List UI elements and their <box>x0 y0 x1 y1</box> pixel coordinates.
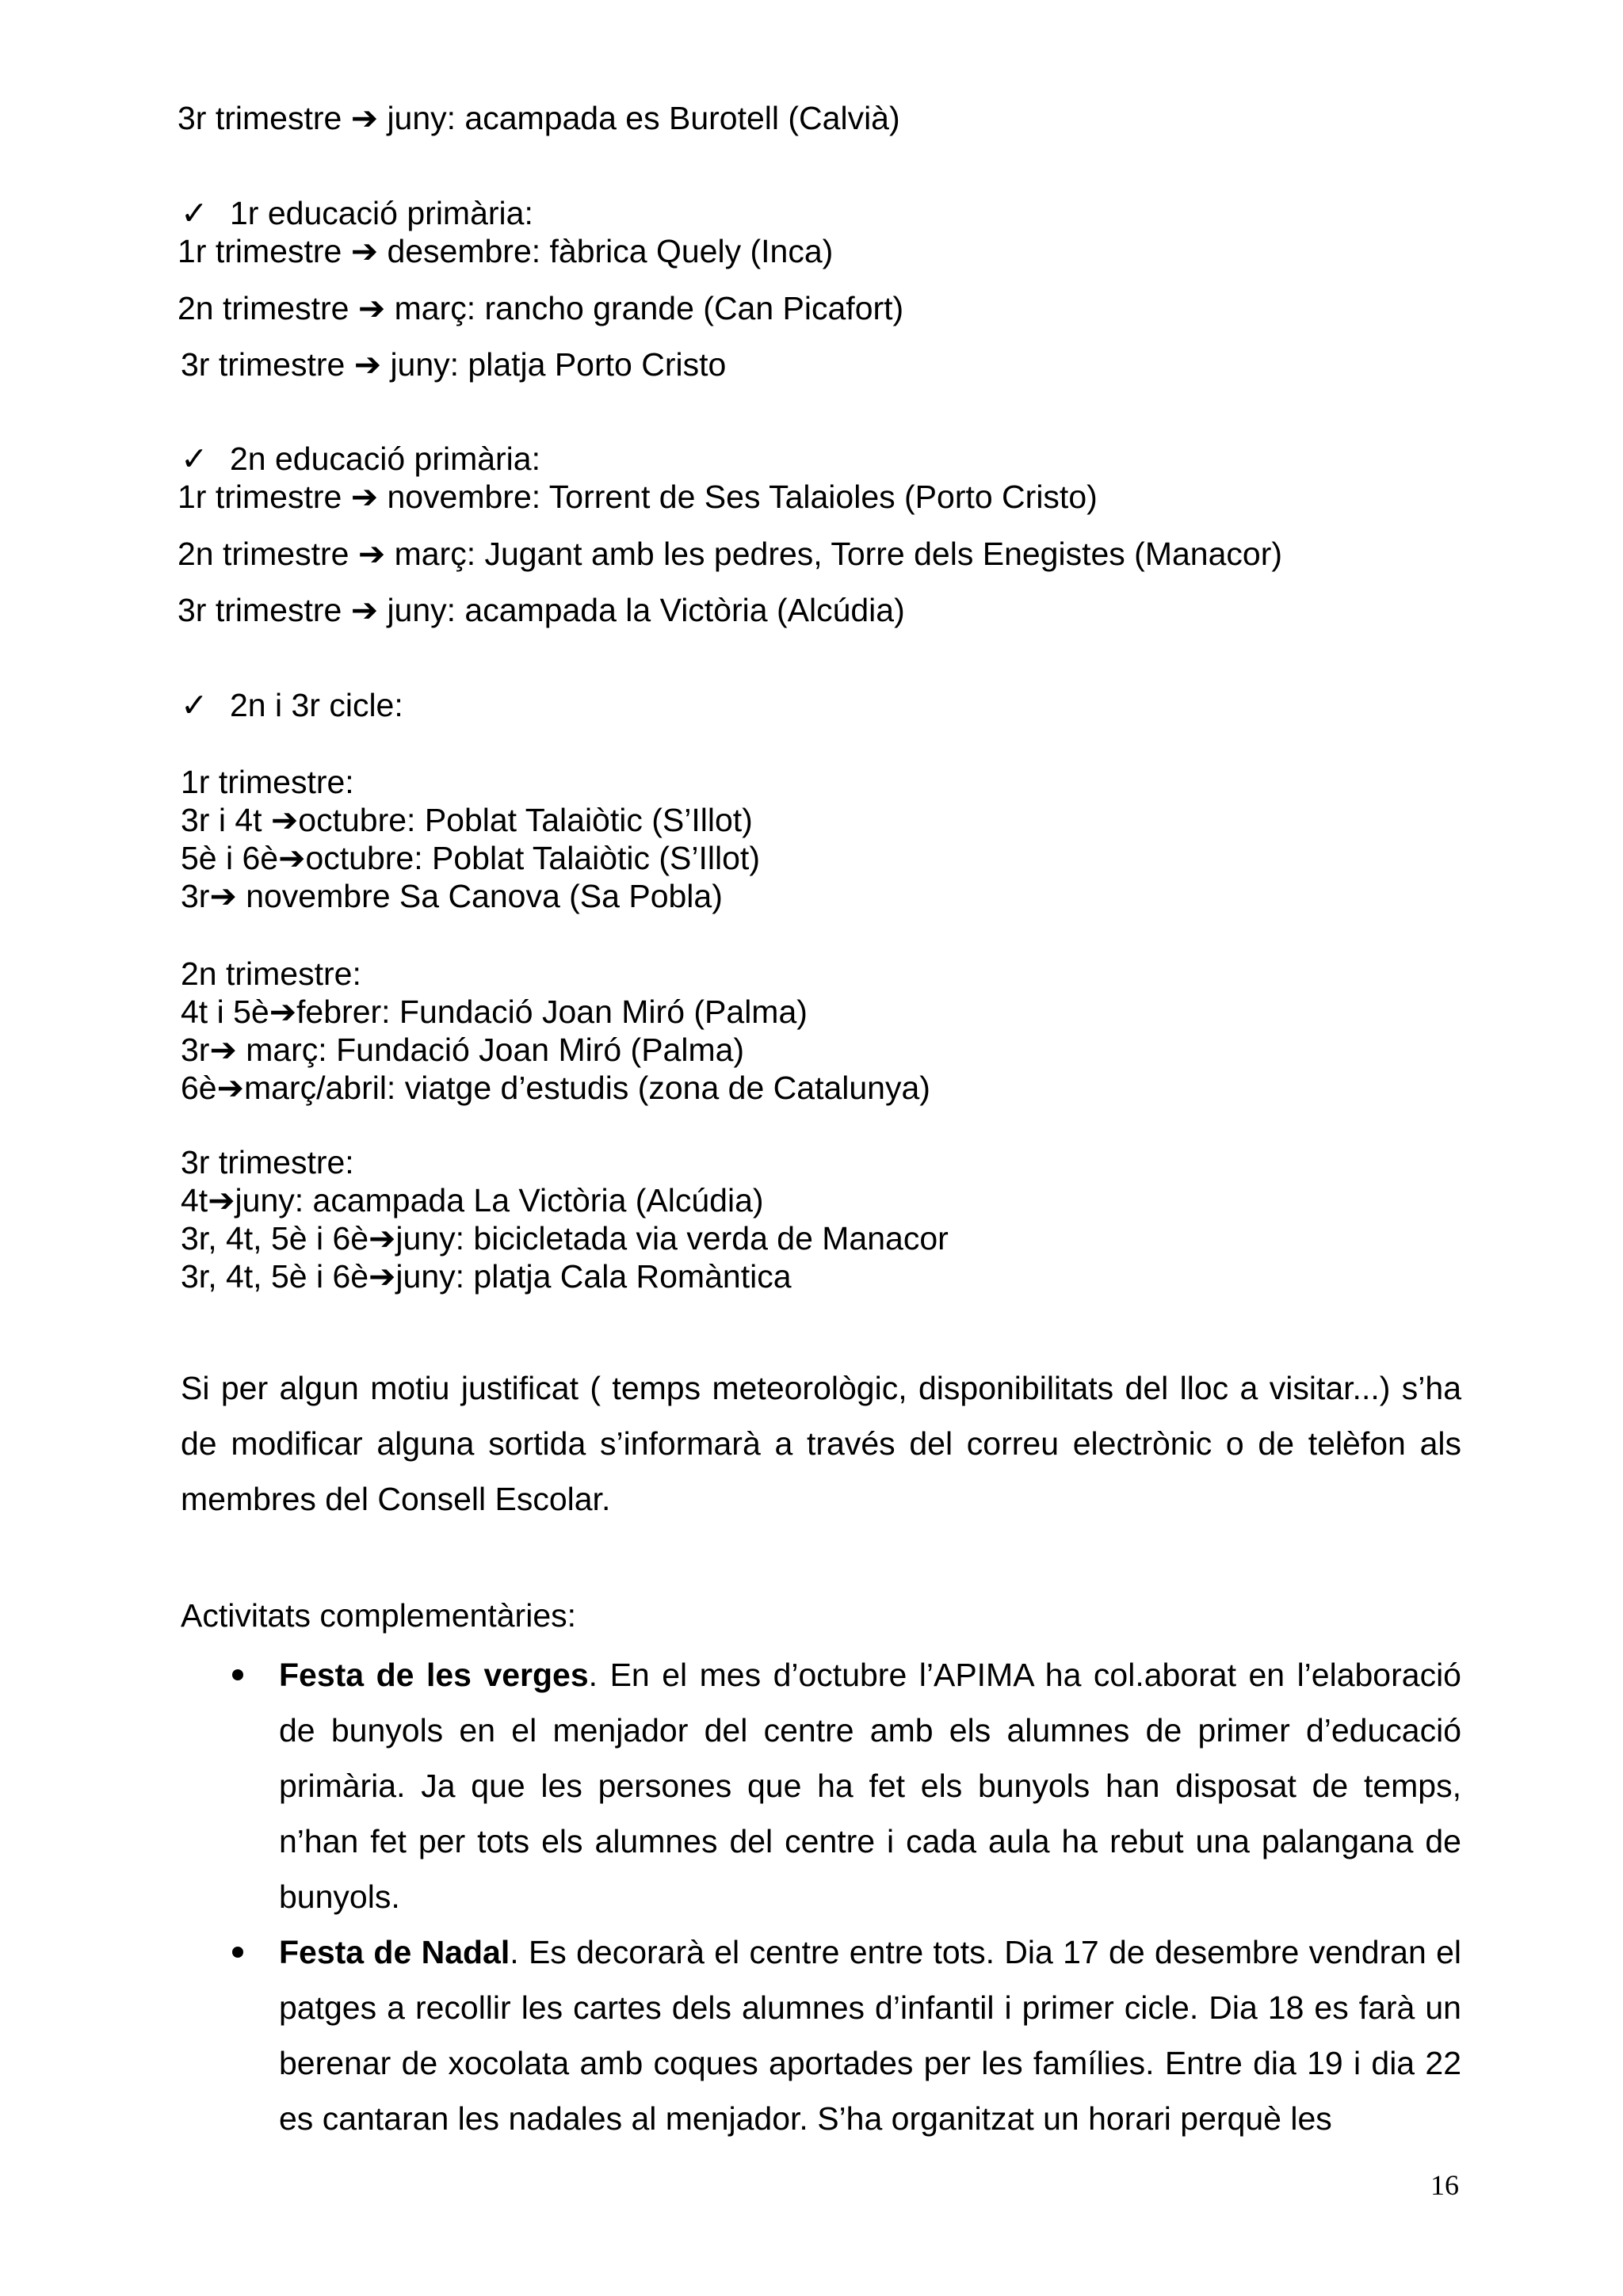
section-header <box>181 686 403 724</box>
schedule-line: 6è➔març/abril: viatge d’estudis (zona de Catalunya) <box>181 1070 930 1106</box>
schedule-line: 5è i 6è➔octubre: Poblat Talaiòtic (S’Illot) <box>181 840 760 876</box>
checkmark-icon: ✓ <box>181 195 208 231</box>
schedule-line: 1r trimestre ➔ novembre: Torrent de Ses Talaioles (Porto Cristo) <box>178 479 1098 515</box>
schedule-line: 2n trimestre ➔ març: rancho grande (Can Picafort) <box>178 290 904 326</box>
schedule-line: 3r➔ novembre Sa Canova (Sa Pobla) <box>181 878 723 914</box>
activity-title: Festa de Nadal <box>279 1934 510 1970</box>
notice-paragraph: Si per algun motiu justificat ( temps meteorològic, disponibilitats del lloc a visitar...) s’ha de modificar alguna sortida s’informarà a través del correu electrònic o de telèfon als membres del Consell Escolar. <box>181 1370 1461 1517</box>
page-number: 16 <box>1430 2169 1459 2201</box>
schedule-line: 3r➔ març: Fundació Joan Miró (Palma) <box>181 1032 745 1068</box>
section-header <box>181 440 540 478</box>
schedule-line: 2n trimestre ➔ març: Jugant amb les pedres, Torre dels Enegistes (Manacor) <box>178 536 1282 572</box>
schedule-line: 4t➔juny: acampada La Victòria (Alcúdia) <box>181 1182 764 1219</box>
bullet-icon <box>232 1669 243 1680</box>
section-header <box>181 194 533 232</box>
schedule-line: 4t i 5è➔febrer: Fundació Joan Miró (Palma) <box>181 994 808 1030</box>
schedule-line: 3r, 4t, 5è i 6è➔juny: platja Cala Romàntica <box>181 1258 792 1295</box>
checkmark-icon: ✓ <box>181 441 208 477</box>
schedule-line: 3r trimestre ➔ juny: platja Porto Cristo <box>181 346 727 383</box>
schedule-line: 3r i 4t ➔octubre: Poblat Talaiòtic (S’Illot) <box>181 802 753 838</box>
activity-text: . Es decorarà el centre entre tots. Dia 17 de desembre vendran el patges a recollir les cartes dels alumnes d’infantil i primer cicle. Dia 18 es farà un berenar de xocolata amb coques aportades per les famílies. Entre dia 19 i dia 22 es cantaran les nadales al menjador. S’ha organitzat un horari perquè les <box>279 1934 1461 2137</box>
term-title: 2n trimestre: <box>181 955 361 992</box>
term-title: 3r trimestre: <box>181 1144 354 1180</box>
activity-item <box>279 1924 1461 2146</box>
section-header-label: 2n i 3r cicle: <box>230 687 403 723</box>
schedule-line: 3r, 4t, 5è i 6è➔juny: bicicletada via verda de Manacor <box>181 1220 949 1257</box>
schedule-line: 3r trimestre ➔ juny: acampada es Burotell (Calvià) <box>178 100 900 136</box>
activity-text: . En el mes d’octubre l’APIMA ha col.aborat en l’elaboració de bunyols en el menjador del centre amb els alumnes de primer d’educació primària. Ja que les persones que ha fet els bunyols han disposat de temps, n’han fet per tots els alumnes del centre i cada aula ha rebut una palangana de bunyols. <box>279 1657 1461 1915</box>
activities-title: Activitats complementàries: <box>181 1597 577 1634</box>
schedule-line: 3r trimestre ➔ juny: acampada la Victòria (Alcúdia) <box>178 592 905 628</box>
checkmark-icon: ✓ <box>181 687 208 723</box>
section-header-label: 2n educació primària: <box>230 441 540 477</box>
term-title: 1r trimestre: <box>181 764 354 800</box>
bullet-icon <box>232 1947 243 1958</box>
activity-title: Festa de les verges <box>279 1657 589 1693</box>
activity-item <box>279 1647 1461 1924</box>
section-header-label: 1r educació primària: <box>230 195 533 231</box>
schedule-line: 1r trimestre ➔ desembre: fàbrica Quely (Inca) <box>178 233 834 269</box>
